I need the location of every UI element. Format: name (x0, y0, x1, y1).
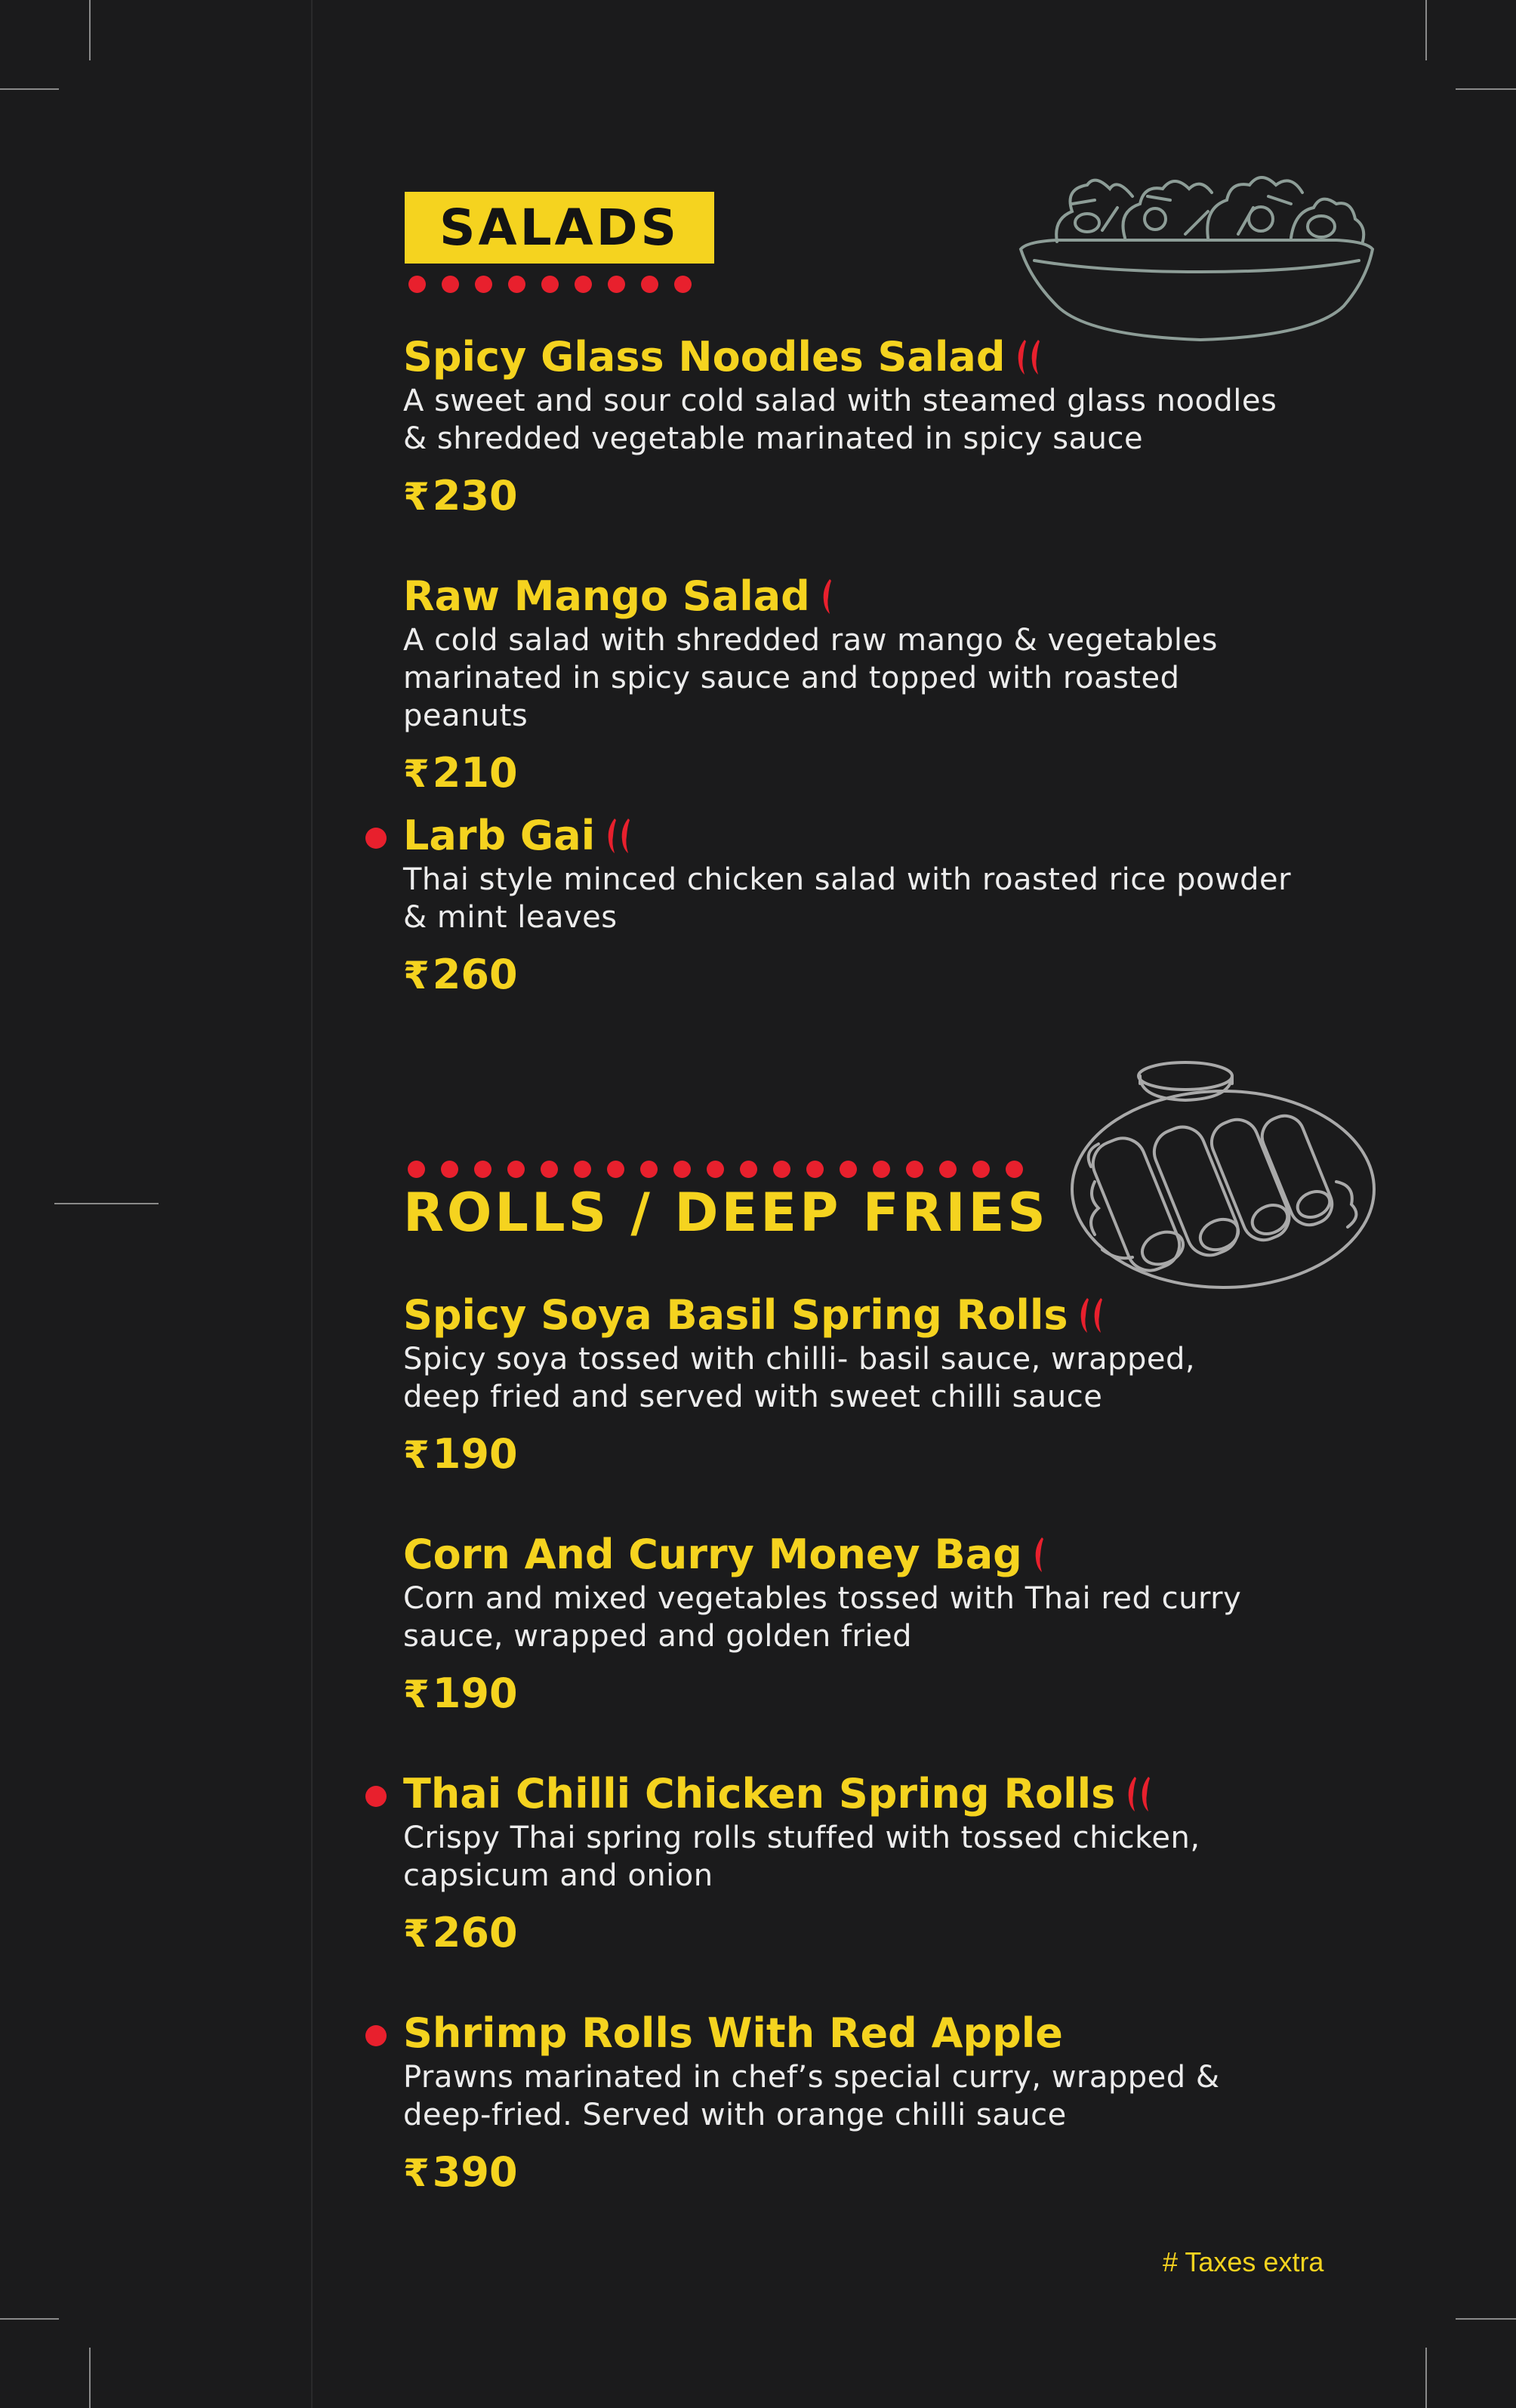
item-name: Shrimp Rolls With Red Apple (403, 2009, 1063, 2057)
divider-dot (707, 1161, 724, 1178)
item-description: Prawns marinated in chef’s special curry, wrapped & deep-fried. Served with orange chilli sauce (403, 2060, 1220, 2132)
rolls-dot-row (408, 1161, 1023, 1178)
divider-dot (906, 1161, 923, 1178)
divider-dot (474, 1161, 491, 1178)
divider-dot (773, 1161, 790, 1178)
chili-icon (1139, 1775, 1151, 1813)
crop-mark (0, 88, 59, 90)
divider-dot (1006, 1161, 1023, 1178)
spice-level (1015, 338, 1041, 376)
divider-dot (541, 276, 559, 293)
menu-item (403, 572, 1309, 799)
item-price (403, 748, 1309, 799)
item-price (403, 950, 1309, 1001)
divider-dot (541, 1161, 558, 1178)
crop-mark (89, 0, 91, 60)
menu-item (403, 811, 1309, 1001)
divider-dot (674, 276, 692, 293)
crop-mark (1425, 2348, 1427, 2408)
salads-dot-row (408, 276, 692, 293)
divider-dot (441, 1161, 458, 1178)
item-price (403, 1429, 1309, 1480)
divider-dot (574, 1161, 591, 1178)
divider-dot (806, 1161, 824, 1178)
menu-item (403, 1769, 1309, 1959)
divider-dot (408, 1161, 425, 1178)
spice-level (821, 578, 833, 615)
item-name: Spicy Glass Noodles Salad (403, 333, 1006, 381)
spice-level (1078, 1296, 1104, 1334)
nonveg-dot-icon (365, 2025, 387, 2046)
price-value: 260 (432, 951, 518, 998)
item-description: Crispy Thai spring rolls stuffed with tossed chicken, capsicum and onion (403, 1821, 1200, 1893)
salads-title: SALADS (439, 199, 680, 257)
divider-dot (608, 276, 625, 293)
rupee-symbol: ₹ (403, 1433, 430, 1477)
rupee-symbol: ₹ (403, 2151, 430, 2195)
chili-icon (1078, 1296, 1090, 1334)
rupee-symbol: ₹ (403, 1912, 430, 1956)
crop-mark (1456, 2318, 1516, 2320)
item-name: Spicy Soya Basil Spring Rolls (403, 1291, 1068, 1339)
item-price (403, 1908, 1309, 1959)
menu-item (403, 2009, 1309, 2198)
menu-item (403, 1530, 1309, 1719)
price-value: 210 (432, 749, 518, 797)
divider-dot (972, 1161, 990, 1178)
price-value: 190 (432, 1670, 518, 1717)
crop-mark (89, 2348, 91, 2408)
item-price (403, 1669, 1309, 1719)
rupee-symbol: ₹ (403, 1673, 430, 1716)
divider-dot (575, 276, 592, 293)
item-name: Larb Gai (403, 812, 596, 859)
divider-dot (442, 276, 459, 293)
chili-icon (605, 817, 618, 855)
crop-mark (1425, 0, 1427, 60)
fold-line (311, 0, 313, 2408)
rupee-symbol: ₹ (403, 752, 430, 796)
price-value: 390 (432, 2148, 518, 2196)
divider-dot (939, 1161, 957, 1178)
price-value: 190 (432, 1430, 518, 1478)
nonveg-dot-icon (365, 1786, 387, 1807)
crop-mark (1456, 88, 1516, 90)
chili-icon (821, 578, 833, 615)
spice-level (605, 817, 631, 855)
spice-level (1126, 1775, 1151, 1813)
item-price (403, 471, 1309, 522)
spring-rolls-illustration (1065, 1053, 1382, 1295)
divider-dot (840, 1161, 857, 1178)
rolls-heading: ROLLS / DEEP FRIES (403, 1182, 1049, 1244)
divider-dot (740, 1161, 757, 1178)
menu-item (403, 1290, 1309, 1480)
chili-icon (1092, 1296, 1104, 1334)
divider-dot (640, 1161, 658, 1178)
crop-mark (0, 2318, 59, 2320)
item-description: Thai style minced chicken salad with roasted rice powder & mint leaves (403, 862, 1292, 935)
crop-mark (54, 1203, 159, 1204)
item-description: A sweet and sour cold salad with steamed glass noodles & shredded vegetable marinated in spicy sauce (403, 384, 1277, 456)
chili-icon (1029, 338, 1041, 376)
chili-icon (1015, 338, 1028, 376)
item-price (403, 2147, 1309, 2198)
nonveg-dot-icon (365, 828, 387, 849)
divider-dot (508, 276, 525, 293)
divider-dot (673, 1161, 691, 1178)
item-description: Spicy soya tossed with chilli- basil sauce, wrapped, deep fried and served with sweet chilli sauce (403, 1342, 1196, 1414)
salad-bowl-illustration (1012, 166, 1382, 347)
menu-item (403, 332, 1309, 522)
salads-heading (405, 192, 714, 264)
item-name: Thai Chilli Chicken Spring Rolls (403, 1770, 1116, 1818)
rupee-symbol: ₹ (403, 954, 430, 997)
divider-dot (607, 1161, 624, 1178)
divider-dot (507, 1161, 525, 1178)
taxes-note: # Taxes extra (1163, 2246, 1324, 2277)
item-name: Corn And Curry Money Bag (403, 1531, 1022, 1578)
chili-icon (1126, 1775, 1138, 1813)
chili-icon (619, 817, 631, 855)
chili-icon (1033, 1536, 1045, 1574)
item-name: Raw Mango Salad (403, 572, 810, 620)
rupee-symbol: ₹ (403, 475, 430, 519)
divider-dot (873, 1161, 890, 1178)
divider-dot (641, 276, 658, 293)
divider-dot (475, 276, 492, 293)
price-value: 230 (432, 472, 518, 520)
item-description: A cold salad with shredded raw mango & vegetables marinated in spicy sauce and topped with roasted peanuts (403, 623, 1218, 733)
price-value: 260 (432, 1909, 518, 1956)
item-description: Corn and mixed vegetables tossed with Thai red curry sauce, wrapped and golden fried (403, 1581, 1242, 1654)
spice-level (1033, 1536, 1045, 1574)
divider-dot (408, 276, 426, 293)
